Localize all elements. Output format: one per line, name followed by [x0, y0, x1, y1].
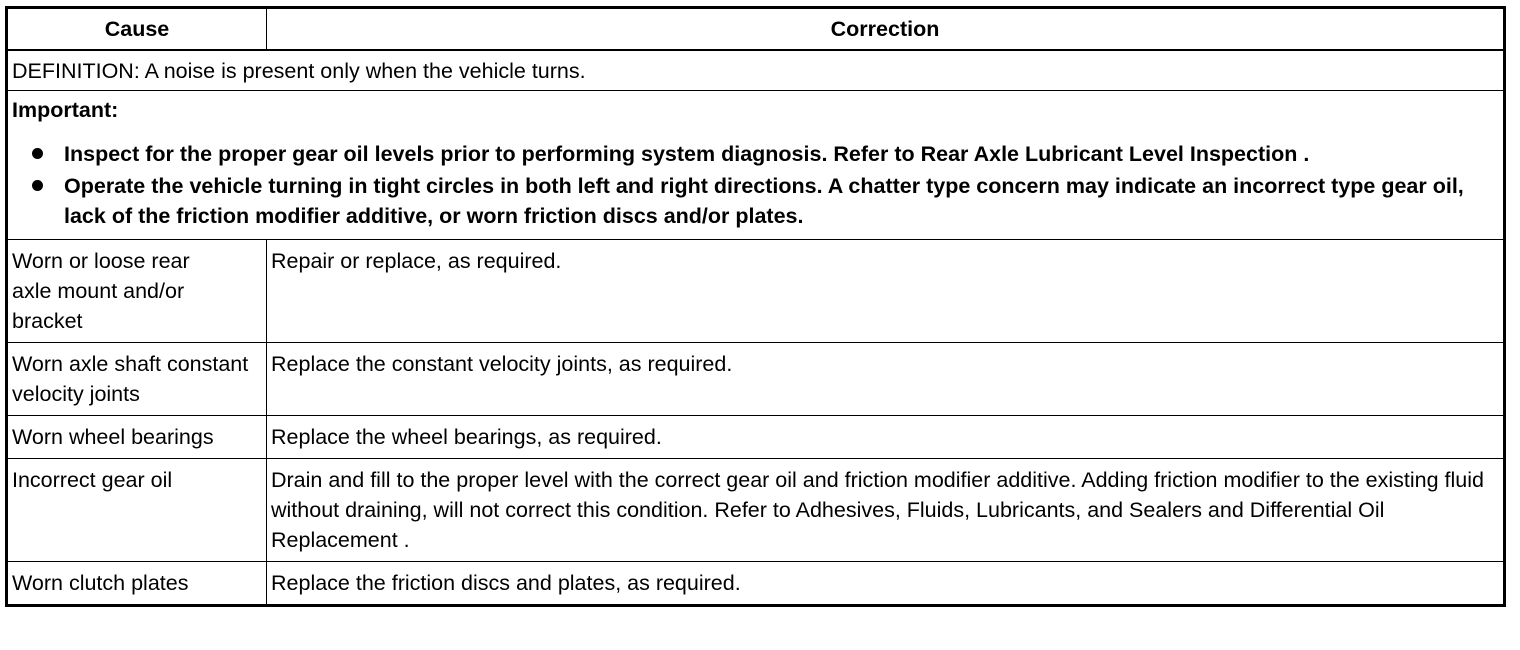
- definition-row: [7, 50, 1505, 91]
- cause-cell: Incorrect gear oil: [7, 459, 267, 562]
- important-item: [12, 171, 1499, 231]
- cause-cell: Worn wheel bearings: [7, 416, 267, 459]
- table-row: [7, 416, 1505, 459]
- cause-cell: Worn clutch plates: [7, 562, 267, 606]
- cause-cell: Worn axle shaft constant velocity joints: [7, 343, 267, 416]
- definition-text: DEFINITION: A noise is present only when the vehicle turns.: [7, 50, 1505, 91]
- table-row: [7, 343, 1505, 416]
- correction-cell: Replace the friction discs and plates, as required.: [267, 562, 1505, 606]
- bullet-icon: [32, 180, 43, 191]
- correction-cell: Drain and fill to the proper level with the correct gear oil and friction modifier additive. Adding friction modifier to the existing fluid without draining, will not correct this condition. Refer to Adhesives, Fluids, Lubricants, and Sealers and Differential Oil Replacement .: [267, 459, 1505, 562]
- correction-cell: Replace the wheel bearings, as required.: [267, 416, 1505, 459]
- diagnostic-table-container: [5, 6, 1506, 607]
- header-row: [7, 8, 1505, 51]
- table-row: [7, 562, 1505, 606]
- important-cell: [7, 91, 1505, 240]
- important-label: Important:: [12, 98, 119, 122]
- diagnostic-table: [5, 6, 1506, 607]
- important-item-text: Inspect for the proper gear oil levels prior to performing system diagnosis. Refer to Rear Axle Lubricant Level Inspection .: [64, 142, 1310, 166]
- important-list: [12, 139, 1499, 231]
- correction-cell: Replace the constant velocity joints, as required.: [267, 343, 1505, 416]
- correction-header: Correction: [267, 8, 1505, 51]
- important-row: [7, 91, 1505, 240]
- cause-cell: Worn or loose rear axle mount and/or bracket: [7, 240, 267, 343]
- cause-header: Cause: [7, 8, 267, 51]
- table-row: [7, 459, 1505, 562]
- table-row: [7, 240, 1505, 343]
- important-item-text: Operate the vehicle turning in tight circles in both left and right directions. A chatter type concern may indicate an incorrect type gear oil, lack of the friction modifier additive, or worn friction discs and/or plates.: [64, 174, 1464, 228]
- bullet-icon: [32, 148, 43, 159]
- important-item: [12, 139, 1499, 169]
- correction-cell: Repair or replace, as required.: [267, 240, 1505, 343]
